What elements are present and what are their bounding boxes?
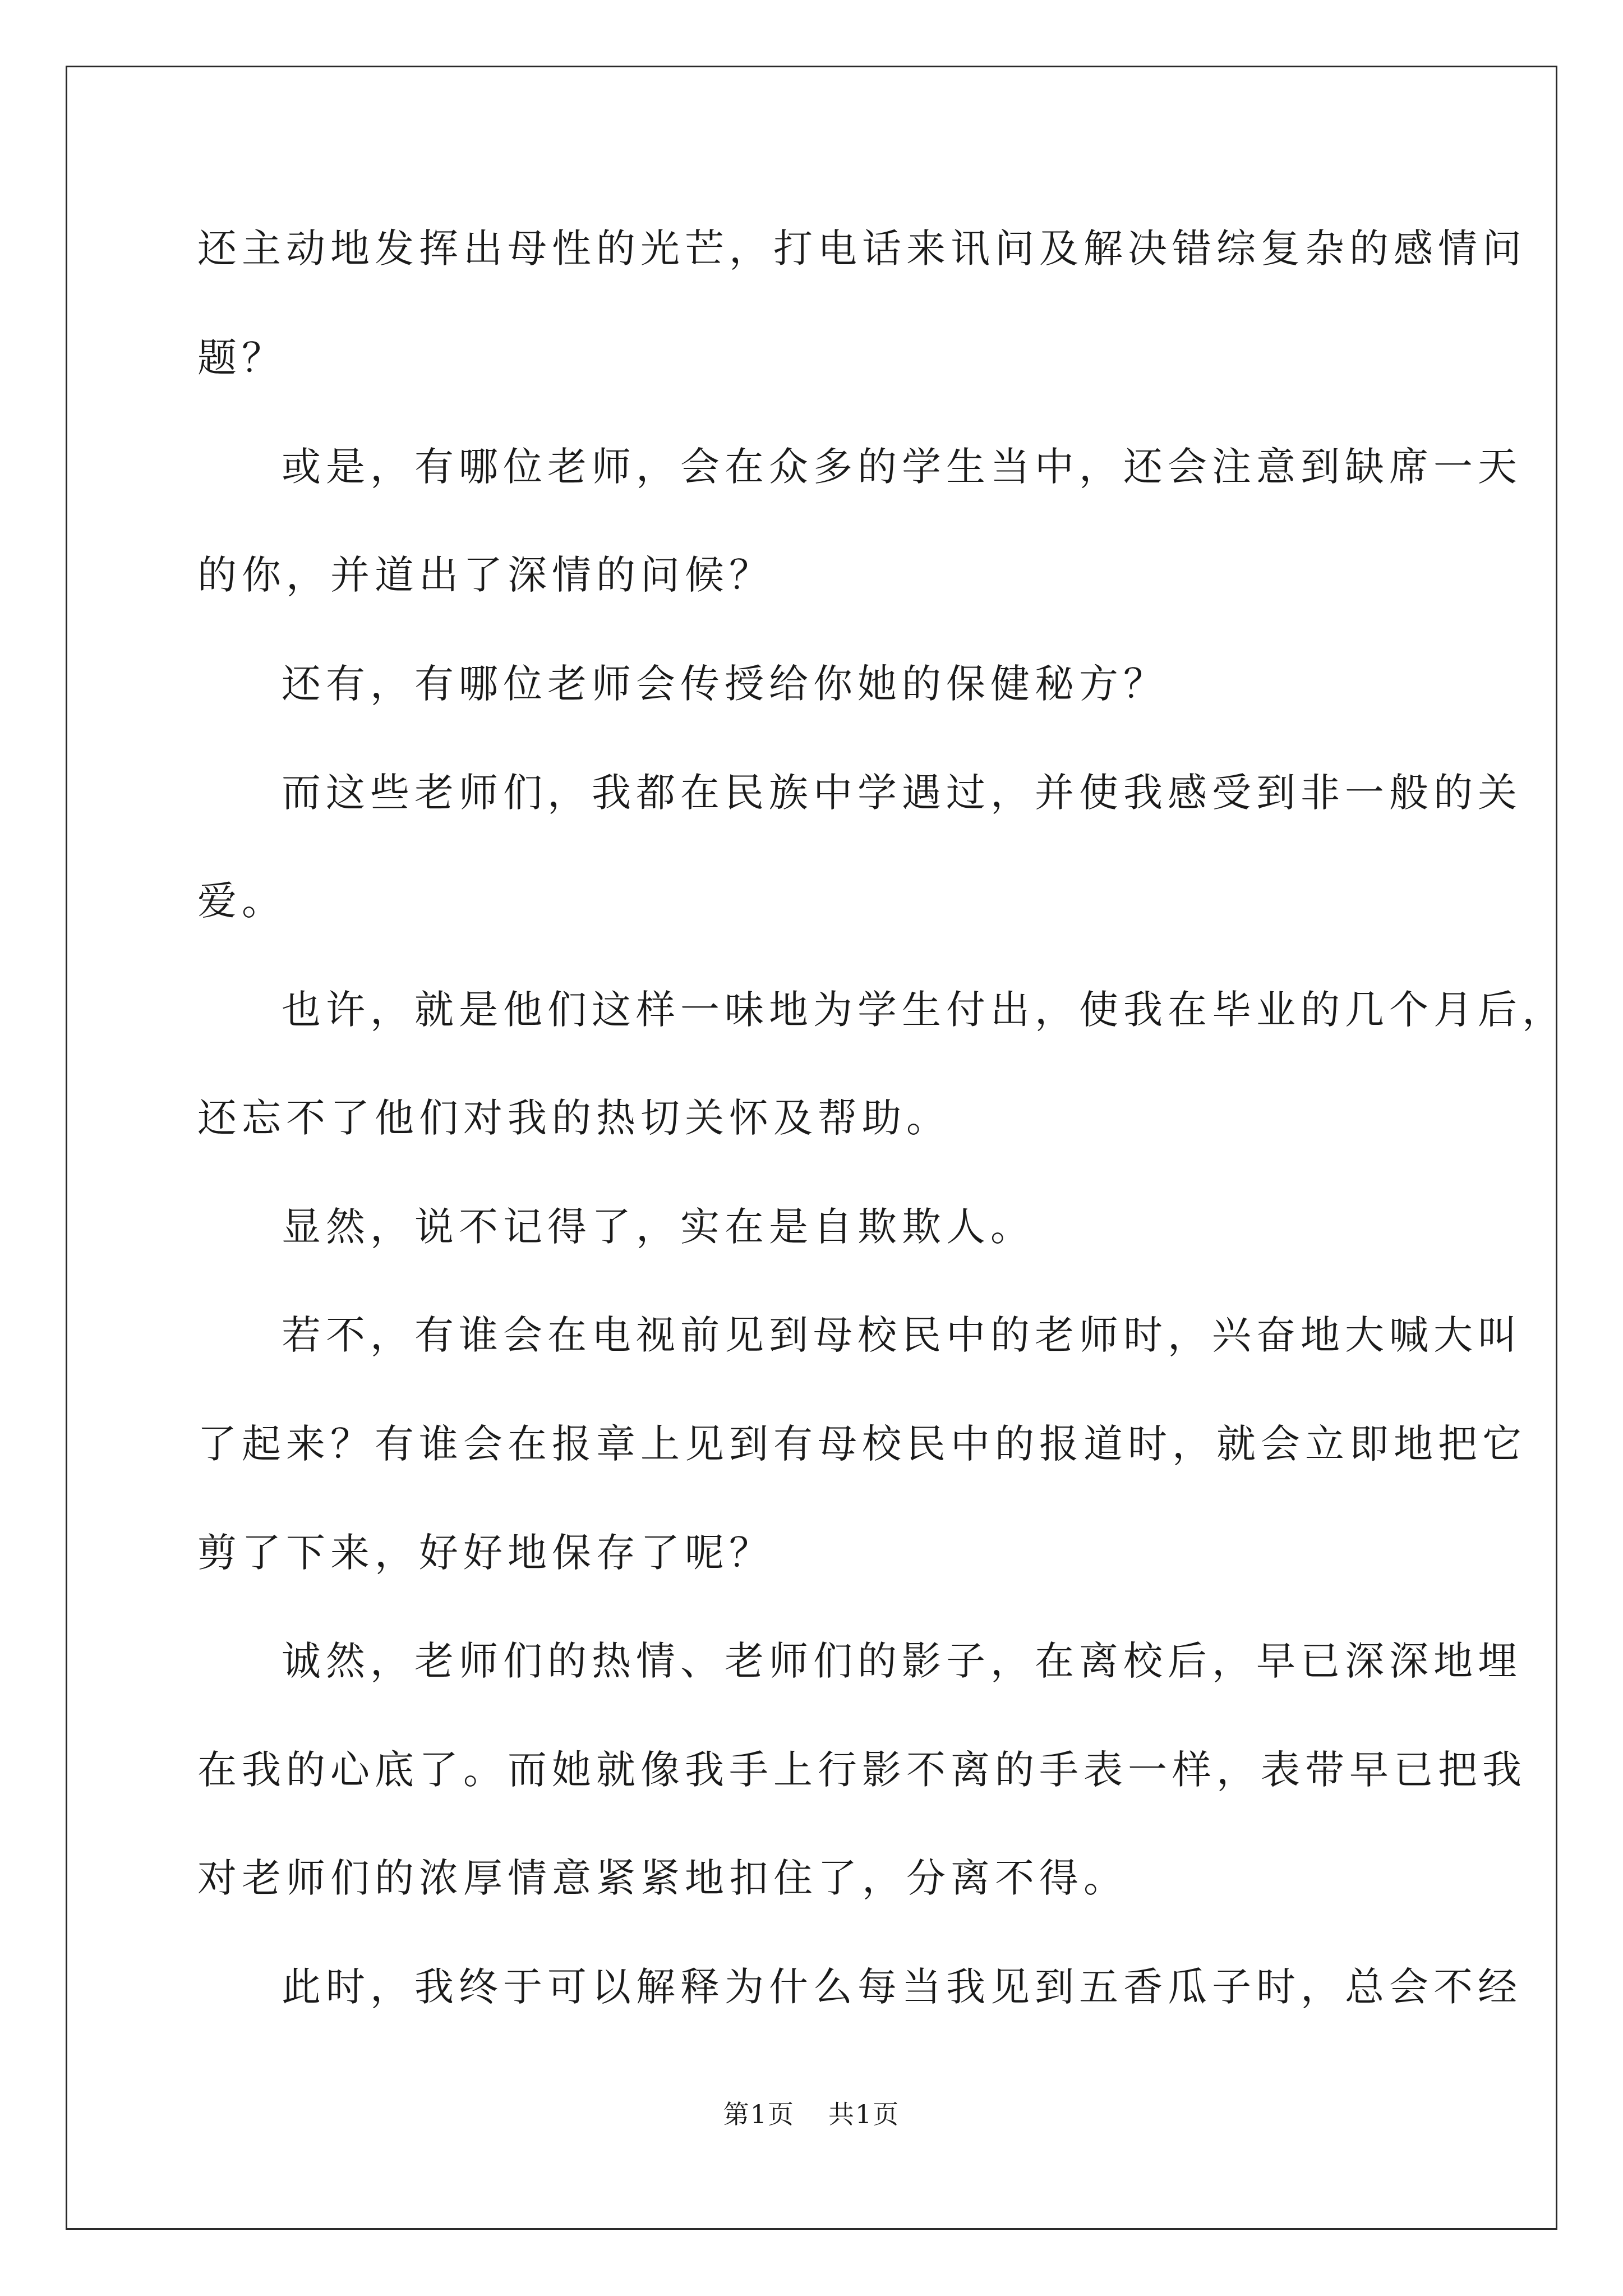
text-line: 还有，有哪位老师会传授给你她的保健秘方？ [282, 661, 1168, 707]
text-line: 还主动地发挥出母性的光芒，打电话来讯问及解决错综复杂的感情问 [197, 226, 1527, 272]
text-line: 在我的心底了。而她就像我手上行影不离的手表一样，表带早已把我 [197, 1747, 1527, 1793]
text-line: 爱。 [197, 878, 286, 924]
text-line: 对老师们的浓厚情意紧紧地扣住了，分离不得。 [197, 1855, 1128, 1901]
text-line: 或是，有哪位老师，会在众多的学生当中，还会注意到缺席一天 [282, 444, 1522, 490]
text-line: 剪了下来，好好地保存了呢？ [197, 1530, 773, 1576]
page-total: 共1页 [828, 2099, 900, 2129]
text-line: 了起来？有谁会在报章上见到有母校民中的报道时，就会立即地把它 [197, 1421, 1527, 1467]
page-number: 第1页 [723, 2099, 795, 2129]
text-line: 诚然，老师们的热情、老师们的影子，在离校后，早已深深地埋 [282, 1638, 1522, 1684]
text-line: 此时，我终于可以解释为什么每当我见到五香瓜子时，总会不经 [282, 1964, 1522, 2010]
text-line: 若不，有谁会在电视前见到母校民中的老师时，兴奋地大喊大叫 [282, 1312, 1522, 1358]
text-line: 题？ [197, 335, 286, 381]
page-footer [0, 2094, 1623, 2131]
text-line: 的你，并道出了深情的问候？ [197, 552, 773, 598]
text-line: 显然，说不记得了，实在是自欺欺人。 [282, 1204, 1035, 1250]
page-border [66, 66, 1557, 2230]
text-line: 也许，就是他们这样一味地为学生付出，使我在毕业的几个月后， [282, 987, 1566, 1033]
text-line: 而这些老师们，我都在民族中学遇过，并使我感受到非一般的关 [282, 770, 1522, 816]
text-line: 还忘不了他们对我的热切关怀及帮助。 [197, 1095, 951, 1141]
